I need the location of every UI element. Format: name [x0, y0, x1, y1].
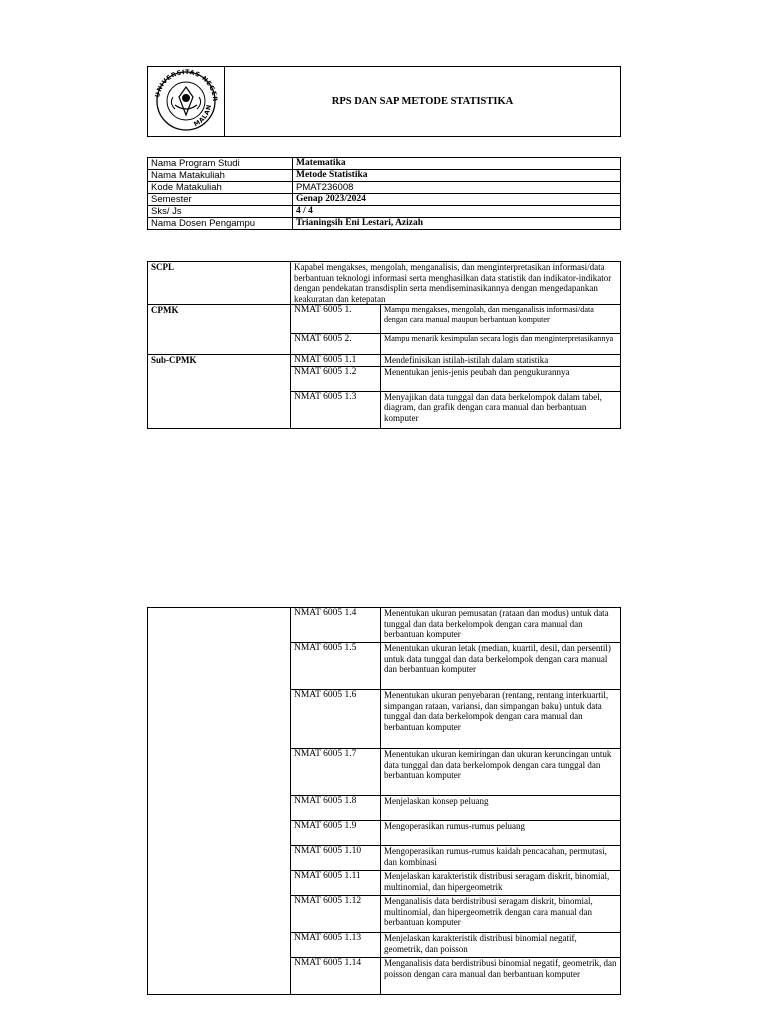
- subcpmk-code: NMAT 6005 1.1: [291, 355, 381, 367]
- info-label: Nama Dosen Pengampu: [148, 218, 293, 230]
- info-row: [148, 206, 621, 218]
- subcpmk-row: [148, 608, 621, 643]
- subcpmk-code: NMAT 6005 1.8: [291, 796, 381, 821]
- subcpmk-code: NMAT 6005 1.2: [291, 366, 381, 391]
- cpmk-text: Mampu menarik kesimpulan secara logis dan menginterpretasikannya: [381, 334, 621, 355]
- course-info-table: [147, 157, 621, 230]
- cpmk-label: CPMK: [148, 305, 291, 355]
- info-label: Semester: [148, 194, 293, 206]
- scpl-label: SCPL: [148, 262, 291, 305]
- cpmk-code: NMAT 6005 1.: [291, 305, 381, 334]
- subcpmk-text: Menentukan ukuran pemusatan (rataan dan modus) untuk data tunggal dan data berkelompok dengan cara manual dan berbantuan komputer: [381, 608, 621, 643]
- info-label: Nama Program Studi: [148, 158, 293, 170]
- svg-text:MALANG: MALAN: [192, 103, 214, 129]
- cpmk-text: Mampu mengakses, mengolah, dan menganalisis informasi/data dengan cara manual maupun berbantuan komputer: [381, 305, 621, 334]
- subcpmk-code: NMAT 6005 1.14: [291, 958, 381, 995]
- info-value: Matematika: [293, 158, 621, 170]
- svg-text:UNIVERSITAS NEGERI: UNIVERSITAS NEGER: [154, 68, 219, 103]
- subcpmk-code: NMAT 6005 1.3: [291, 391, 381, 428]
- scpl-text: Kapabel mengakses, mengolah, menganalisis, dan menginterpretasikan informasi/data berbantuan teknologi informasi serta menghasilkan data statistik dan indikator-indikator dengan pendekatan transdisplin serta mendiseminasikannya dengan mengedapankan keakuratan dan ketepatan: [291, 262, 621, 305]
- subcpmk-code: NMAT 6005 1.5: [291, 643, 381, 690]
- subcpmk-label: Sub-CPMK: [148, 355, 291, 429]
- university-logo-cell: [148, 67, 225, 137]
- subcpmk-text: Menentukan ukuran letak (median, kuartil, desil, dan persentil) untuk data tunggal dan data berkelompok dengan cara manual dan berbantuan komputer: [381, 643, 621, 690]
- subcpmk-code: NMAT 6005 1.7: [291, 749, 381, 796]
- info-row: [148, 182, 621, 194]
- subcpmk-text: Menjelaskan karakteristik distribusi binomial negatif, geometrik, dan poisson: [381, 933, 621, 958]
- info-row: [148, 218, 621, 230]
- subcpmk-text: Menjelaskan konsep peluang: [381, 796, 621, 821]
- subcpmk-code: NMAT 6005 1.6: [291, 690, 381, 749]
- subcpmk-code: NMAT 6005 1.11: [291, 871, 381, 896]
- info-label: Sks/ Js: [148, 206, 293, 218]
- document-header: [147, 66, 621, 137]
- info-value: Trianingsih Eni Lestari, Azizah: [293, 218, 621, 230]
- info-row: [148, 194, 621, 206]
- subcpmk-text: Mengoperasikan rumus-rumus peluang: [381, 821, 621, 846]
- document-title: RPS DAN SAP METODE STATISTIKA: [225, 67, 621, 137]
- learning-outcomes-table: [147, 261, 621, 429]
- cpmk-code: NMAT 6005 2.: [291, 334, 381, 355]
- info-label: Kode Matakuliah: [148, 182, 293, 194]
- subcpmk-code: NMAT 6005 1.10: [291, 846, 381, 871]
- info-value: 4 / 4: [293, 206, 621, 218]
- subcpmk-code: NMAT 6005 1.13: [291, 933, 381, 958]
- info-label: Nama Matakuliah: [148, 170, 293, 182]
- subcpmk-text: Menjelaskan karakteristik distribusi seragam diskrit, binomial, multinomial, dan hipergeometrik: [381, 871, 621, 896]
- subcpmk-text: Menganalisis data berdistribusi seragam diskrit, binomial, multinomial, dan hipergeometrik dengan cara manual dan berbantuan komputer: [381, 896, 621, 933]
- info-value: PMAT236008: [293, 182, 621, 194]
- university-seal-icon: [149, 67, 223, 131]
- subcpmk-code: NMAT 6005 1.12: [291, 896, 381, 933]
- subcpmk-code: NMAT 6005 1.4: [291, 608, 381, 643]
- subcpmk-text: Menganalisis data berdistribusi binomial negatif, geometrik, dan poisson dengan cara manual dan berbantuan komputer: [381, 958, 621, 995]
- scpl-row: [148, 262, 621, 305]
- subcpmk-continuation-table: [147, 607, 621, 995]
- cpmk-row: [148, 305, 621, 334]
- subcpmk-code: NMAT 6005 1.9: [291, 821, 381, 846]
- subcpmk-text: Menentukan jenis-jenis peubah dan pengukurannya: [381, 366, 621, 391]
- subcpmk-label-continued: [148, 608, 291, 995]
- info-value: Metode Statistika: [293, 170, 621, 182]
- info-value: Genap 2023/2024: [293, 194, 621, 206]
- subcpmk-text: Mendefinisikan istilah-istilah dalam statistika: [381, 355, 621, 367]
- subcpmk-text: Menyajikan data tunggal dan data berkelompok dalam tabel, diagram, dan grafik dengan cara manual dan berbantuan komputer: [381, 391, 621, 428]
- info-row: [148, 170, 621, 182]
- subcpmk-text: Menentukan ukuran penyebaran (rentang, rentang interkuartil, simpangan rataan, variansi, dan simpangan baku) untuk data tunggal dan data berkelompok dengan cara manual dan berbantuan komputer: [381, 690, 621, 749]
- subcpmk-text: Menentukan ukuran kemiringan dan ukuran keruncingan untuk data tunggal dan data berkelompok dengan cara tunggal dan berbantuan komputer: [381, 749, 621, 796]
- subcpmk-text: Mengoperasikan rumus-rumus kaidah pencacahan, permutasi, dan kombinasi: [381, 846, 621, 871]
- subcpmk-row: [148, 355, 621, 367]
- info-row: [148, 158, 621, 170]
